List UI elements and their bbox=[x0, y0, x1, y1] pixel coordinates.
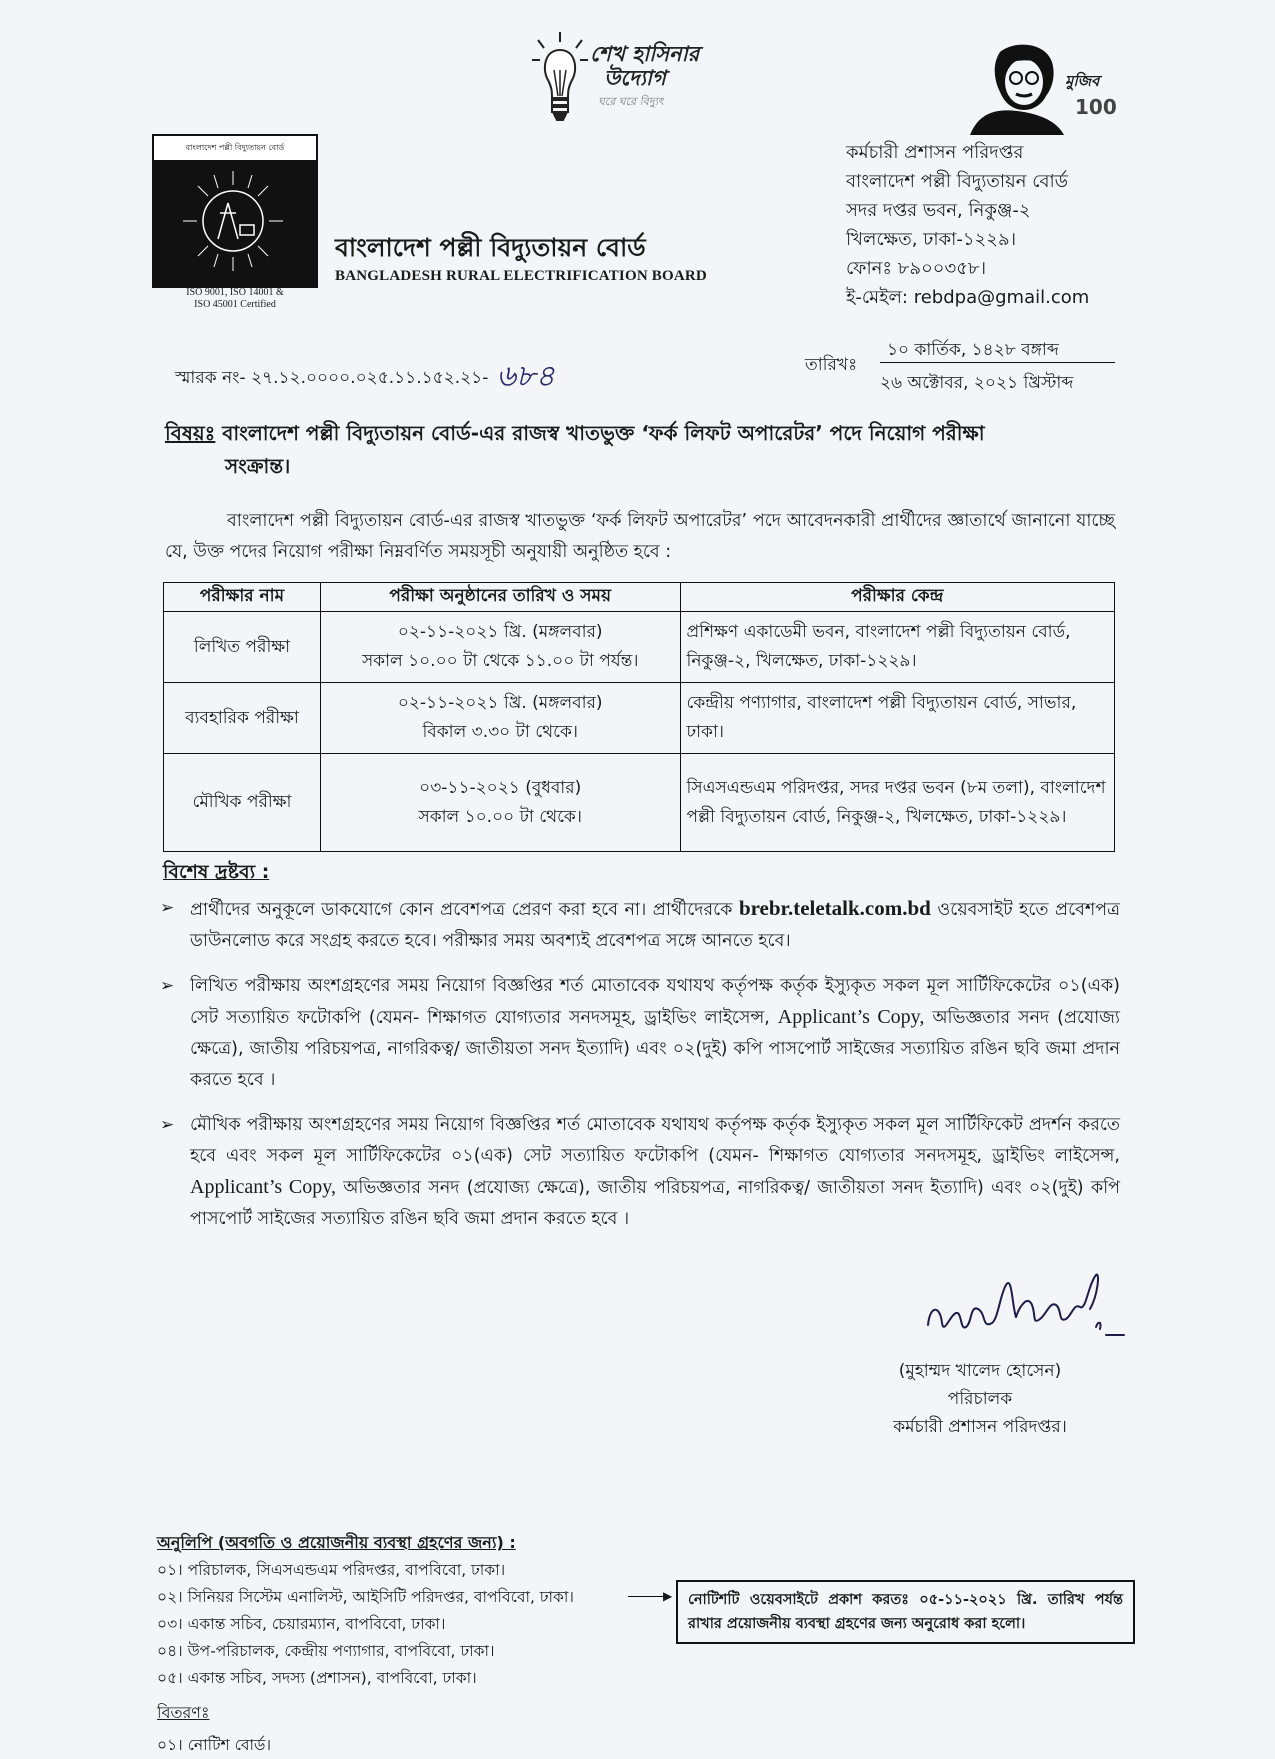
distribution-title: বিতরণঃ bbox=[157, 1703, 210, 1722]
address-line: সদর দপ্তর ভবন, নিকুঞ্জ-২ bbox=[846, 200, 1031, 221]
exam-venue: কেন্দ্রীয় পণ্যাগার, বাংলাদেশ পল্লী বিদ্যুতায়ন বোর্ড, সাভার, ঢাকা। bbox=[680, 683, 1115, 754]
arrow-bullet-icon: ➢ bbox=[160, 976, 175, 996]
website-link[interactable]: brebr.teletalk.com.bd bbox=[738, 896, 931, 920]
copies-title: অনুলিপি (অবগতি ও প্রয়োজনীয় ব্যবস্থা গ্রহণের জন্য) : bbox=[157, 1533, 516, 1552]
arrow-bullet-icon: ➢ bbox=[160, 1115, 175, 1135]
reb-board-logo bbox=[152, 134, 318, 288]
website-notice-callout: নোটিশটি ওয়েবসাইটে প্রকাশ করতঃ ০৫-১১-২০২১ খ্রি. তারিখ পর্যন্ত রাখার প্রয়োজনীয় ব্যবস্থা গ্রহণের জন্য অনুরোধ করা হলো। bbox=[676, 1580, 1135, 1644]
exam-datetime: ০২-১১-২০২১ খ্রি. (মঙ্গলবার) সকাল ১০.০০ টা থেকে ১১.০০ টা পর্যন্ত। bbox=[320, 612, 680, 683]
special-notes-title: বিশেষ দ্রষ্টব্য : bbox=[163, 861, 270, 883]
exam-datetime: ০৩-১১-২০২১ (বুধবার) সকাল ১০.০০ টা থেকে। bbox=[320, 754, 680, 852]
logo-bar-text: বাংলাদেশ পল্লী বিদ্যুতায়ন বোর্ড bbox=[154, 136, 316, 161]
memo-handwritten-number: ৬৮৪ bbox=[496, 359, 555, 394]
column-header: পরীক্ষা অনুষ্ঠানের তারিখ ও সময় bbox=[320, 583, 680, 612]
signatory-designation: পরিচালক bbox=[947, 1389, 1013, 1409]
signatory-office: কর্মচারী প্রশাসন পরিদপ্তর। bbox=[893, 1417, 1067, 1437]
intro-paragraph: বাংলাদেশ পল্লী বিদ্যুতায়ন বোর্ড-এর রাজস্ব খাতভুক্ত ‘ফর্ক লিফট অপারেটর’ পদে আবেদনকারী প্রার্থীদের জ্ঞাতার্থে জানানো যাচ্ছে যে, উক্ত পদের নিয়োগ পরীক্ষা নিম্নবর্ণিত সময়সূচী অনুযায়ী অনুষ্ঠিত হবে : bbox=[165, 511, 1115, 562]
portrait-icon bbox=[960, 40, 1080, 135]
address-line: ফোনঃ ৮৯০০৩৫৮। bbox=[846, 258, 987, 279]
column-header: পরীক্ষার নাম bbox=[164, 583, 321, 612]
campaign-logo-text: শেখ হাসিনার উদ্যোগ ঘরে ঘরে বিদ্যুৎ bbox=[590, 42, 700, 108]
mujib-centenary-logo bbox=[960, 40, 1117, 135]
note-item: ➢ লিখিত পরীক্ষায় অংশগ্রহণের সময় নিয়োগ বিজ্ঞপ্তির শর্ত মোতাবেক যথাযথ কর্তৃপক্ষ কর্তৃক ইস্যুকৃত সকল মূল সার্টিফিকেটের ০১(এক) সেট সত্যায়িত ফটোকপি (যেমন- শিক্ষাগত যোগ্যতার সনদসমূহ, ড্রাইভিং লাইসেন্স, Applicant’s Copy, অভিজ্ঞতার সনদ (প্রযোজ্য ক্ষেত্রে), জাতীয় পরিচয়পত্র, নাগরিকত্ব/ জাতীয়তা সনদ ইত্যাদি) এবং ০২(দুই) কপি পাসপোর্ট সাইজের সত্যায়িত রঙিন ছবি জমা প্রদান করতে হবে । bbox=[160, 971, 1120, 1096]
date-bangla: ১০ কার্তিক, ১৪২৮ বঙ্গাব্দ bbox=[887, 340, 1059, 360]
list-item: ০১। নোটিশ বোর্ড। bbox=[157, 1736, 271, 1754]
arrow-bullet-icon: ➢ bbox=[160, 898, 175, 918]
campaign-logo bbox=[530, 30, 710, 130]
subject-text-cont: সংক্রান্ত। bbox=[225, 454, 291, 478]
lightbulb-icon bbox=[530, 30, 590, 130]
date-divider bbox=[880, 362, 1115, 363]
iso-certification: ISO 9001, ISO 14001 & ISO 45001 Certified bbox=[186, 287, 284, 310]
address-line: কর্মচারী প্রশাসন পরিদপ্তর bbox=[846, 142, 1024, 163]
exam-schedule-table bbox=[163, 582, 1115, 852]
table-header-row bbox=[164, 583, 1115, 612]
mujib-logo-number: 100 bbox=[1075, 95, 1117, 119]
list-item: ০৫। একান্ত সচিব, সদস্য (প্রশাসন), বাপবিবো, ঢাকা। bbox=[157, 1669, 477, 1687]
distribution-list bbox=[157, 1733, 271, 1759]
signatory-name: (মুহাম্মদ খালেদ হোসেন) bbox=[898, 1361, 1062, 1381]
list-item: ০৩। একান্ত সচিব, চেয়ারম্যান, বাপবিবো, ঢাকা। bbox=[157, 1615, 446, 1633]
copies-list bbox=[157, 1557, 574, 1692]
handwritten-signature bbox=[920, 1265, 1130, 1355]
exam-datetime: ০২-১১-২০২১ খ্রি. (মঙ্গলবার) বিকাল ৩.৩০ টা থেকে। bbox=[320, 683, 680, 754]
memo-number: স্মারক নং- ২৭.১২.০০০০.০২৫.১১.১৫২.২১- ৬৮৪ bbox=[175, 359, 555, 394]
address-line: খিলক্ষেত, ঢাকা-১২২৯। bbox=[846, 229, 1017, 250]
column-header: পরীক্ষার কেন্দ্র bbox=[680, 583, 1115, 612]
address-line: ই-মেইল: rebdpa@gmail.com bbox=[846, 287, 1090, 308]
callout-arrow bbox=[628, 1596, 668, 1597]
date-label: তারিখঃ bbox=[805, 355, 858, 375]
subject-text: বাংলাদেশ পল্লী বিদ্যুতায়ন বোর্ড-এর রাজস্ব খাতভুক্ত ‘ফর্ক লিফট অপারেটর’ পদে নিয়োগ পরীক্ষা bbox=[222, 421, 985, 445]
table-row bbox=[164, 683, 1115, 754]
signatory-block bbox=[880, 1357, 1080, 1441]
exam-venue: প্রশিক্ষণ একাডেমী ভবন, বাংলাদেশ পল্লী বিদ্যুতায়ন বোর্ড, নিকুঞ্জ-২, খিলক্ষেত, ঢাকা-১২২৯। bbox=[680, 612, 1115, 683]
reb-emblem-icon bbox=[154, 161, 316, 286]
table-row bbox=[164, 754, 1115, 852]
exam-name: লিখিত পরীক্ষা bbox=[164, 612, 321, 683]
arrow-right-icon: ▶ bbox=[663, 1589, 673, 1603]
subject bbox=[165, 417, 1125, 483]
list-item: ০৪। উপ-পরিচালক, কেন্দ্রীয় পণ্যাগার, বাপবিবো, ঢাকা। bbox=[157, 1642, 495, 1660]
special-notes bbox=[160, 893, 1120, 1249]
list-item: ০২। সিনিয়র সিস্টেম এনালিস্ট, আইসিটি পরিদপ্তর, বাপবিবো, ঢাকা। bbox=[157, 1588, 574, 1606]
org-name-english: BANGLADESH RURAL ELECTRIFICATION BOARD bbox=[335, 268, 707, 284]
table-row bbox=[164, 612, 1115, 683]
office-address bbox=[846, 138, 1089, 312]
note-item: ➢ মৌখিক পরীক্ষায় অংশগ্রহণের সময় নিয়োগ বিজ্ঞপ্তির শর্ত মোতাবেক যথাযথ কর্তৃপক্ষ কর্তৃক ইস্যুকৃত সকল মূল সার্টিফিকেট প্রদর্শন করতে হবে এবং সকল মূল সার্টিফিকেটের ০১(এক) সেট সত্যায়িত ফটোকপি (যেমন- শিক্ষাগত যোগ্যতার সনদসমূহ, ড্রাইভিং লাইসেন্স, Applicant’s Copy, অভিজ্ঞতার সনদ (প্রযোজ্য ক্ষেত্রে), জাতীয় পরিচয়পত্র, নাগরিকত্ব/ জাতীয়তা সনদ ইত্যাদি) এবং ০২(দুই) কপি পাসপোর্ট সাইজের সত্যায়িত রঙিন ছবি জমা প্রদান করতে হবে । bbox=[160, 1110, 1120, 1235]
exam-name: ব্যবহারিক পরীক্ষা bbox=[164, 683, 321, 754]
exam-venue: সিএসএন্ডএম পরিদপ্তর, সদর দপ্তর ভবন (৮ম তলা), বাংলাদেশ পল্লী বিদ্যুতায়ন বোর্ড, নিকুঞ্জ-২, খিলক্ষেত, ঢাকা-১২২৯। bbox=[680, 754, 1115, 852]
subject-label: বিষয়ঃ bbox=[165, 421, 216, 445]
note-item: ➢ প্রার্থীদের অনুকূলে ডাকযোগে কোন প্রবেশপত্র প্রেরণ করা হবে না। প্রার্থীদেরকে brebr.teletalk.com.bd ওয়েবসাইট হতে প্রবেশপত্র ডাউনলোড করে সংগ্রহ করতে হবে। পরীক্ষার সময় অবশ্যই প্রবেশপত্র সঙ্গে আনতে হবে। bbox=[160, 893, 1120, 957]
exam-name: মৌখিক পরীক্ষা bbox=[164, 754, 321, 852]
list-item: ০১। পরিচালক, সিএসএন্ডএম পরিদপ্তর, বাপবিবো, ঢাকা। bbox=[157, 1561, 506, 1579]
mujib-logo-text: মুজিব bbox=[1065, 72, 1100, 90]
org-name-bangla: বাংলাদেশ পল্লী বিদ্যুতায়ন বোর্ড bbox=[335, 233, 646, 262]
address-line: বাংলাদেশ পল্লী বিদ্যুতায়ন বোর্ড bbox=[846, 171, 1068, 192]
date-gregorian: ২৬ অক্টোবর, ২০২১ খ্রিস্টাব্দ bbox=[880, 373, 1074, 393]
